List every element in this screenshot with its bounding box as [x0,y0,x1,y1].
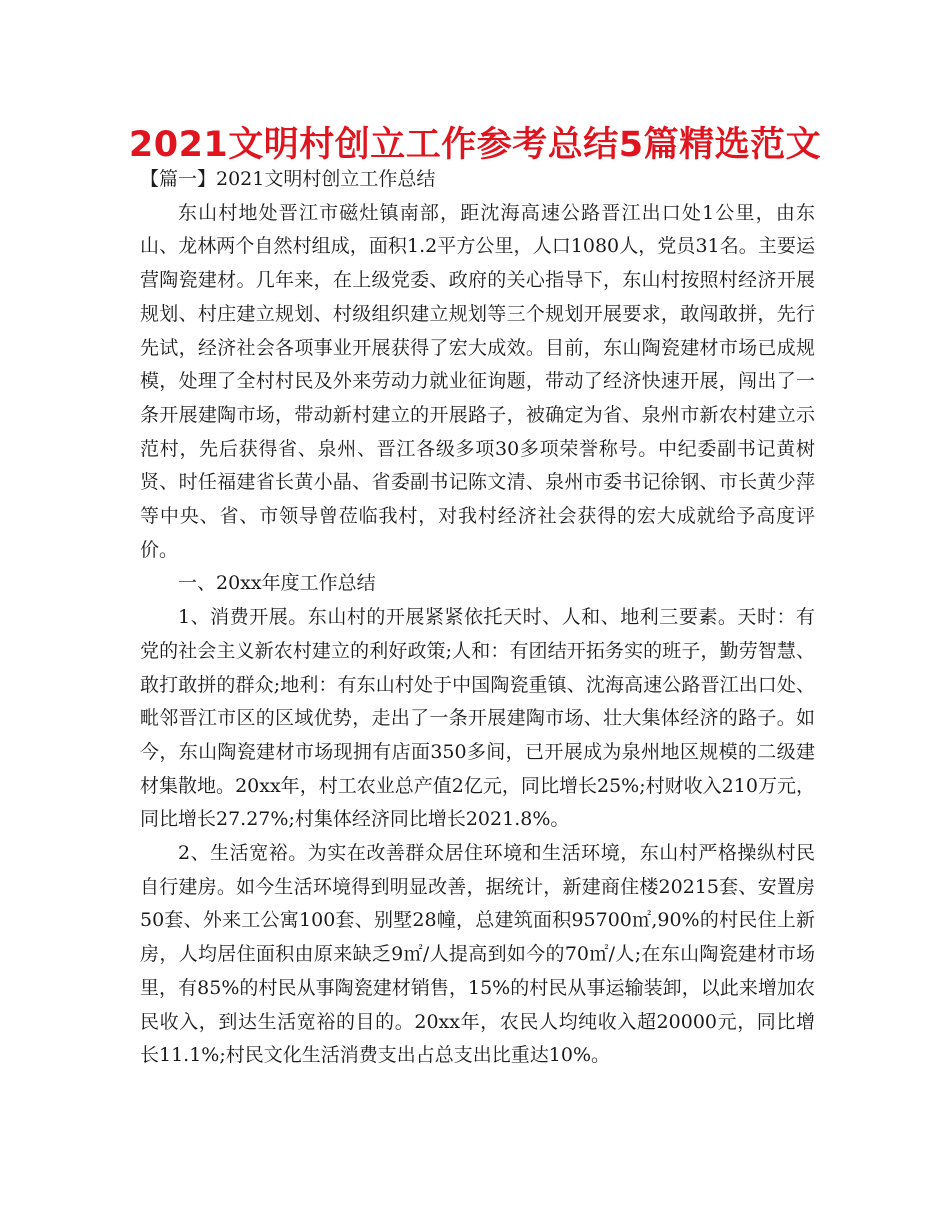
paragraph-intro: 东山村地处晋江市磁灶镇南部，距沈海高速公路晋江出口处1公里，由东山、龙林两个自然村组成，面积1.2平方公里，人口1080人，党员31名。主要运营陶瓷建材。几年来，在上级党委、政府的关心指导下，东山村按照村经济开展规划、村庄建立规划、村级组织建立规划等三个规划开展要求，敢闯敢拼，先行先试，经济社会各项事业开展获得了宏大成效。目前，东山陶瓷建材市场已成规模，处理了全村村民及外来劳动力就业征询题，带动了经济快速开展，闯出了一条开展建陶市场，带动新村建立的开展路子，被确定为省、泉州市新农村建立示范村，先后获得省、泉州、晋江各级多项30多项荣誉称号。中纪委副书记黄树贤、时任福建省长黄小晶、省委副书记陈文清、泉州市委书记徐钢、市长黄少萍等中央、省、市领导曾莅临我村，对我村经济社会获得的宏大成就给予高度评价。 [140,201,815,561]
document-title: 2021文明村创立工作参考总结5篇精选范文 [128,125,822,165]
document-body [140,163,815,1073]
paragraph-living: 2、生活宽裕。为实在改善群众居住环境和生活环境，东山村严格操纵村民自行建房。如今生活环境得到明显改善，据统计，新建商住楼20215套、安置房50套、外来工公寓100套、别墅28幢，总建筑面积95700㎡,90%的村民住上新房，人均居住面积由原来缺乏9㎡/人提高到如今的70㎡/人;在东山陶瓷建材市场里，有85%的村民从事陶瓷建材销售，15%的村民从事运输装卸，以此来增加农民收入，到达生活宽裕的目的。20xx年，农民人均纯收入超20000元，同比增长11.1%;村民文化生活消费支出占总支出比重达10%。 [140,842,815,1067]
paragraph-production: 1、消费开展。东山村的开展紧紧依托天时、人和、地利三要素。天时：有党的社会主义新农村建立的利好政策;人和：有团结开拓务实的班子，勤劳智慧、敢打敢拼的群众;地利：有东山村处于中国陶瓷重镇、沈海高速公路晋江出口处、毗邻晋江市区的区域优势，走出了一条开展建陶市场、壮大集体经济的路子。如今，东山陶瓷建材市场现拥有店面350多间，已开展成为泉州地区规模的二级建材集散地。20xx年，村工农业总产值2亿元，同比增长25%;村财收入210万元，同比增长27.27%;村集体经济同比增长2021.8%。 [140,606,815,831]
section-heading: 【篇一】2021文明村创立工作总结 [140,168,436,190]
paragraph-subheading: 一、20xx年度工作总结 [178,572,376,595]
